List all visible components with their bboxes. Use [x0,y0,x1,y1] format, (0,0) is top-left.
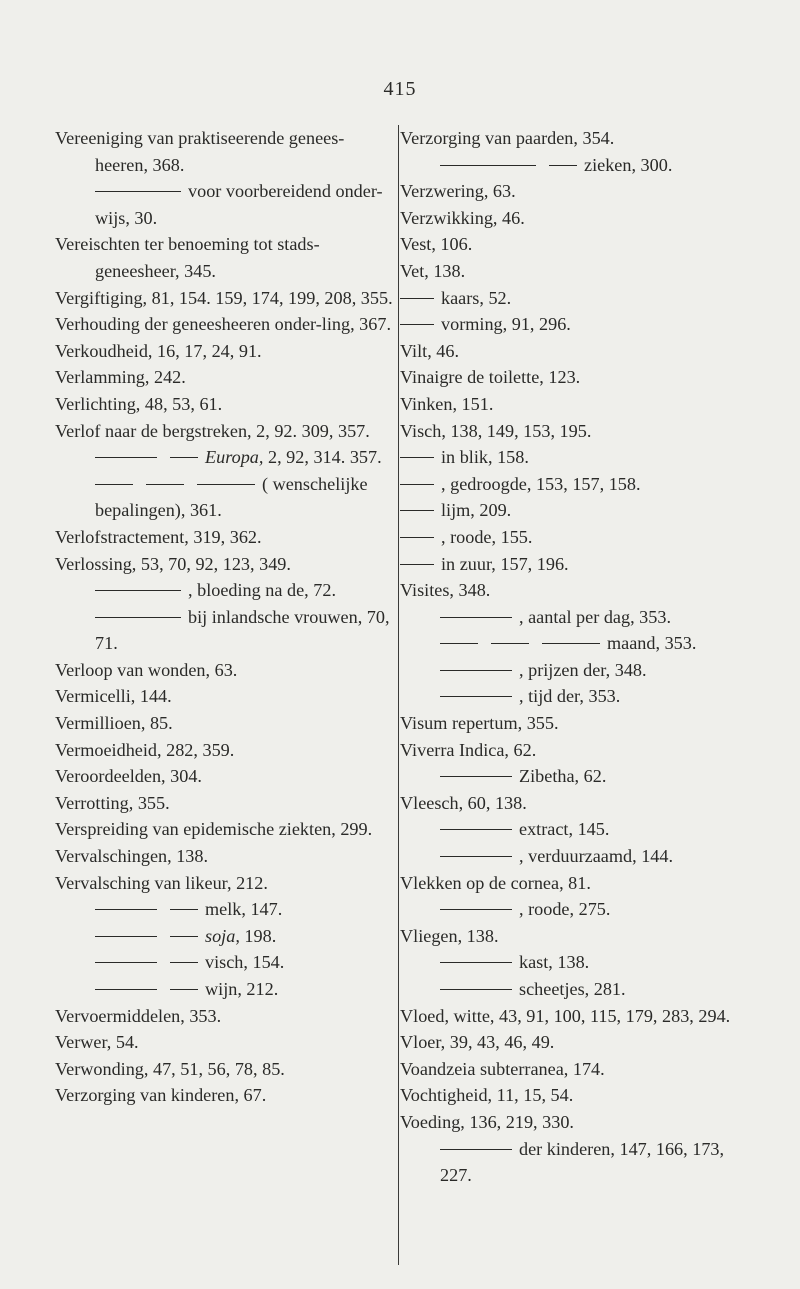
page-number: 415 [383,78,417,100]
index-entry [55,737,395,764]
ditto-dash [549,165,577,166]
index-entry-text: Verzorging van kinderen, 67. [55,1085,267,1106]
index-entry-text: zieken, 300. [584,154,673,175]
index-entry-text: kaars, 52. [441,287,512,308]
ditto-dash [440,829,512,830]
index-entry-text: Verlofstractement, 319, 362. [55,526,262,547]
index-entry [400,1056,735,1083]
index-term-italic: Europa, [205,447,264,468]
index-entry [400,338,735,365]
ditto-dash [440,165,536,166]
index-entry [55,364,395,391]
ditto-dash [440,776,512,777]
index-entry-text: Vereeniging van praktiseerende genees-heeren, 368. [55,128,345,175]
ditto-dash [170,457,198,458]
index-entry-text: vorming, 91, 296. [441,314,571,335]
ditto-dash [95,936,157,937]
index-entry-text: Vleesch, 60, 138. [400,792,527,813]
ditto-dash [95,617,181,618]
index-subentry [55,471,395,524]
index-entry [400,577,735,604]
index-entry-text: Visites, 348. [400,580,491,601]
index-entry [55,710,395,737]
index-entry [55,311,395,338]
index-entry-text: bij inlandsche vrouwen, 70, 71. [95,606,390,654]
ditto-dash [400,457,434,458]
index-entry-text: in zuur, 157, 196. [441,553,569,574]
ditto-dash [440,909,512,910]
index-subentry [400,285,735,312]
index-subentry [400,896,735,923]
index-entry-text: maand, 353. [607,633,697,654]
index-entry [400,790,735,817]
index-entry-text: Vinken, 151. [400,393,494,414]
index-entry-text: Vest, 106. [400,234,473,255]
index-subentry [400,657,735,684]
ditto-dash [400,324,434,325]
index-entry [55,391,395,418]
index-subentry [400,604,735,631]
index-subentry [400,683,735,710]
index-entry [55,816,395,843]
index-entry [55,125,395,178]
index-entry [400,1029,735,1056]
index-entry [400,1082,735,1109]
index-entry [400,364,735,391]
index-entry [55,338,395,365]
ditto-dash [170,989,198,990]
index-entry [400,125,735,152]
index-subentry [400,551,735,578]
index-entry-text: Verhouding der geneesheeren onder-ling, 367. [55,314,391,335]
index-entry [55,1003,395,1030]
ditto-dash [400,484,434,485]
index-entry-text: kast, 138. [519,952,590,973]
index-entry [400,391,735,418]
index-entry-text: Verzwering, 63. [400,181,516,202]
index-entry [55,683,395,710]
index-entry [55,657,395,684]
index-entry [400,205,735,232]
index-subentry [55,577,395,604]
index-entry [400,870,735,897]
index-subentry [55,444,395,471]
index-entry-text: Viverra Indica, 62. [400,739,537,760]
index-subentry [400,152,735,179]
index-entry-text: Verkoudheid, 16, 17, 24, 91. [55,340,262,361]
index-entry-text: Visum repertum, 355. [400,713,559,734]
ditto-dash [440,643,478,644]
index-entry-text: Vervoermiddelen, 353. [55,1005,222,1026]
index-subentry [400,1136,735,1189]
ditto-dash [400,298,434,299]
index-entry [400,258,735,285]
ditto-dash [440,1149,512,1150]
index-entry [55,790,395,817]
index-entry-text: , verduurzaamd, 144. [519,846,674,867]
index-entry-text: Vloer, 39, 43, 46, 49. [400,1032,555,1053]
index-entry [400,923,735,950]
index-subentry [400,630,735,657]
index-entry-text: 2, 92, 314. 357. [267,447,382,468]
index-entry [55,870,395,897]
index-entry-text: , tijd der, 353. [519,686,621,707]
index-entry [55,418,395,445]
index-entry [400,1003,735,1030]
index-entry [400,418,735,445]
index-subentry [400,976,735,1003]
index-entry-text: Verzorging van paarden, 354. [400,128,615,148]
index-entry-text: Veroordeelden, 304. [55,766,202,787]
index-entry-text: Vermillioen, 85. [55,713,173,734]
index-subentry [400,949,735,976]
ditto-dash [95,484,133,485]
index-entry [55,763,395,790]
index-entry-text: 198. [244,925,277,946]
index-column-left [55,125,395,1109]
ditto-dash [400,510,434,511]
index-entry-text: wijn, 212. [205,979,279,999]
index-entry-text: Vermoeidheid, 282, 359. [55,739,235,760]
index-entry [55,843,395,870]
ditto-dash [95,457,157,458]
ditto-dash [542,643,600,644]
index-entry-text: Verwonding, 47, 51, 56, 78, 85. [55,1058,285,1079]
index-entry-text: Vergiftiging, 81, 154. 159, 174, 199, 208, 355. [55,287,393,308]
index-entry [55,1056,395,1083]
index-subentry [400,763,735,790]
index-entry-text: Vilt, 46. [400,340,460,361]
index-entry-text: Verspreiding van epidemische ziekten, 299. [55,819,373,840]
ditto-dash [170,936,198,937]
index-entry-text: Voeding, 136, 219, 330. [400,1111,574,1132]
index-entry-text: Vervalsching van likeur, 212. [55,872,268,893]
ditto-dash [400,564,434,565]
index-entry-text: Verlof naar de bergstreken, 2, 92. 309, 357. [55,420,370,441]
ditto-dash [440,856,512,857]
index-subentry [400,843,735,870]
index-subentry [55,949,395,976]
ditto-dash [440,696,512,697]
ditto-dash [491,643,529,644]
index-column-right [400,125,735,1189]
ditto-dash [95,989,157,990]
index-entry-text: ( wenschelijke bepalingen), 361. [95,473,368,521]
index-subentry [55,604,395,657]
index-subentry [400,444,735,471]
index-subentry [400,524,735,551]
index-entry-text: Verwer, 54. [55,1032,139,1053]
column-divider [398,125,399,1265]
index-entry [400,231,735,258]
index-entry-text: scheetjes, 281. [519,979,626,999]
index-entry-text: Vet, 138. [400,260,466,281]
ditto-dash [440,617,512,618]
ditto-dash [197,484,255,485]
index-entry-text: Vervalschingen, 138. [55,846,209,867]
index-term-italic: soja, [205,925,240,946]
index-entry [55,551,395,578]
index-entry [55,524,395,551]
index-entry-text: Verzwikking, 46. [400,207,525,228]
index-entry-text: Vloed, witte, 43, 91, 100, 115, 179, 283, 294. [400,1005,731,1026]
index-entry [55,1082,395,1109]
index-subentry [55,923,395,950]
index-entry-text: Vermicelli, 144. [55,686,172,707]
index-entry [55,231,395,284]
index-entry-text: melk, 147. [205,899,283,920]
index-entry-text: Vereischten ter benoeming tot stads-geneesheer, 345. [55,234,320,281]
index-entry [400,1109,735,1136]
index-entry-text: Verlamming, 242. [55,367,186,388]
ditto-dash [95,191,181,192]
index-subentry [400,311,735,338]
index-entry-text: Verrotting, 355. [55,792,170,813]
index-entry-text: , roode, 155. [441,526,533,547]
index-entry [400,178,735,205]
index-entry-text: Vochtigheid, 11, 15, 54. [400,1085,574,1106]
index-entry [55,1029,395,1056]
ditto-dash [440,989,512,990]
index-entry-text: Verlossing, 53, 70, 92, 123, 349. [55,553,291,574]
index-entry-text: der kinderen, 147, 166, 173, 227. [440,1138,725,1186]
index-entry-text: Verloop van wonden, 63. [55,659,238,680]
index-subentry [400,471,735,498]
index-entry-text: , bloeding na de, 72. [188,580,336,601]
ditto-dash [95,962,157,963]
ditto-dash [170,909,198,910]
index-entry [400,737,735,764]
index-subentry [55,896,395,923]
index-entry-text: Zibetha, 62. [519,766,607,787]
index-entry-text: Vinaigre de toilette, 123. [400,367,581,388]
index-entry-text: extract, 145. [519,819,610,840]
index-entry-text: , roode, 275. [519,899,611,920]
ditto-dash [95,590,181,591]
ditto-dash [95,909,157,910]
index-entry-text: voor voorbereidend onder-wijs, 30. [95,181,383,228]
ditto-dash [440,962,512,963]
ditto-dash [400,537,434,538]
ditto-dash [440,670,512,671]
index-entry-text: in blik, 158. [441,447,529,468]
index-entry-text: , aantal per dag, 353. [519,606,672,627]
index-entry-text: Visch, 138, 149, 153, 195. [400,420,592,441]
index-entry-text: Vliegen, 138. [400,925,499,946]
index-entry-text: , prijzen der, 348. [519,659,647,680]
index-entry-text: Vlekken op de cornea, 81. [400,872,591,893]
index-entry [400,710,735,737]
index-entry [55,285,395,312]
index-subentry [400,816,735,843]
index-subentry [55,976,395,1003]
index-entry-text: , gedroogde, 153, 157, 158. [441,473,641,494]
index-entry-text: visch, 154. [205,952,285,973]
index-entry-text: lijm, 209. [441,500,512,521]
index-entry-text: Voandzeia subterranea, 174. [400,1058,605,1079]
index-subentry [55,178,395,231]
ditto-dash [146,484,184,485]
index-subentry [400,497,735,524]
ditto-dash [170,962,198,963]
index-entry-text: Verlichting, 48, 53, 61. [55,393,223,414]
